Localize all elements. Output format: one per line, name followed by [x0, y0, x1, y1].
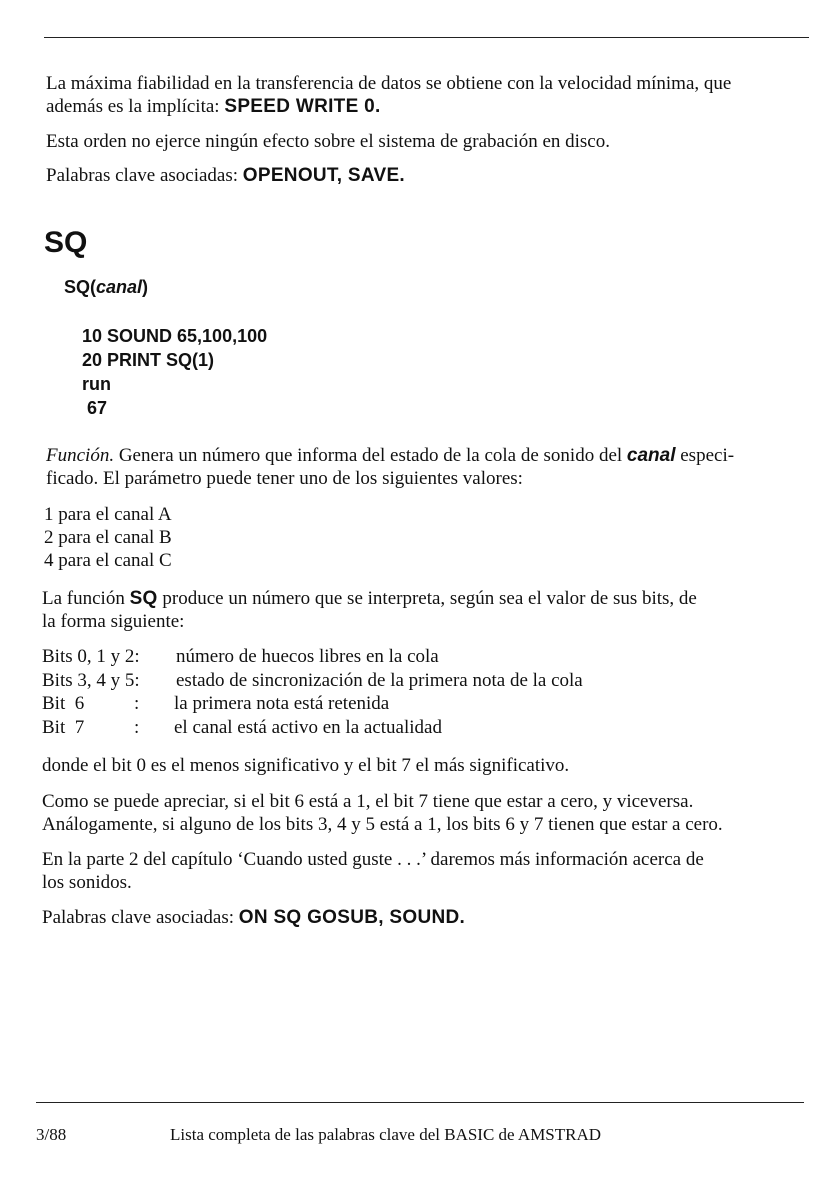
- code-line: 67: [82, 398, 108, 418]
- channel-list: [44, 503, 814, 572]
- section-heading: SQ: [44, 226, 88, 259]
- bottom-rule: [36, 1102, 804, 1103]
- function-arg: canal: [626, 445, 676, 466]
- bits-label: Bits 0, 1 y 2:: [42, 646, 140, 667]
- bits-sep: :: [134, 716, 140, 738]
- significance-note: [42, 754, 812, 777]
- related-label: Palabras clave asociadas:: [42, 907, 239, 928]
- bits-desc: estado de sincronización de la primera nota de la cola: [176, 669, 583, 691]
- intro-line-1: La máxima fiabilidad en la transferencia de datos se obtiene con la velocidad mínima, que: [46, 73, 732, 94]
- footer-title: Lista completa de las palabras clave del BASIC de AMSTRAD: [170, 1125, 602, 1144]
- disk-note: [46, 130, 816, 153]
- top-rule: [44, 37, 809, 38]
- syntax-line: [64, 277, 148, 298]
- syntax-close: ): [142, 277, 149, 297]
- related-keywords-2: [42, 906, 812, 929]
- code-line: run: [82, 374, 111, 394]
- bits-sep: :: [134, 693, 140, 714]
- consequence-line-2: Análogamente, si alguno de los bits 3, 4 y 5 está a 1, los bits 6 y 7 tienen que estar a cero.: [42, 814, 723, 835]
- table-row: [42, 645, 583, 669]
- table-row: [42, 716, 583, 740]
- bits-label: Bit 6: [42, 693, 85, 714]
- related-keywords: ON SQ GOSUB, SOUND.: [238, 907, 466, 928]
- table-row: [42, 669, 583, 693]
- function-text-b: especi-: [675, 445, 735, 466]
- interp-line-2: la forma siguiente:: [42, 611, 185, 632]
- intro-paragraph: [46, 72, 816, 118]
- list-item: 1 para el canal A: [44, 504, 172, 525]
- syntax-fn: SQ(: [64, 277, 97, 297]
- interp-part-1: La función: [42, 588, 130, 609]
- table-row: [42, 692, 583, 716]
- intro-line-2-text: además es la implícita:: [46, 96, 225, 117]
- consequence-paragraph: [42, 790, 812, 836]
- code-example: [82, 324, 267, 420]
- bits-desc: la primera nota está retenida: [174, 693, 390, 714]
- significance-text: donde el bit 0 es el menos significativo y el bit 7 el más significativo.: [42, 755, 570, 776]
- function-paragraph: [46, 444, 816, 490]
- related-label: Palabras clave asociadas:: [46, 165, 243, 186]
- more-info-line-2: los sonidos.: [42, 872, 132, 893]
- list-item: 2 para el canal B: [44, 527, 172, 548]
- interpretation-paragraph: [42, 587, 812, 633]
- interp-part-2: produce un número que se interpreta, según sea el valor de sus bits, de: [157, 588, 697, 609]
- syntax-arg: canal: [96, 277, 143, 297]
- more-info-line-1: En la parte 2 del capítulo ‘Cuando usted guste . . .’ daremos más información acerca de: [42, 849, 704, 870]
- bits-desc: número de huecos libres en la cola: [176, 646, 439, 667]
- more-info-paragraph: [42, 848, 812, 894]
- function-text-a: Genera un número que informa del estado de la cola de sonido del: [114, 445, 627, 466]
- function-label: Función.: [46, 445, 115, 466]
- related-keywords-1: [46, 164, 816, 187]
- bits-label: Bits 3, 4 y 5:: [42, 669, 140, 691]
- bits-desc: el canal está activo en la actualidad: [174, 716, 442, 738]
- bits-table: [42, 645, 583, 739]
- sq-keyword: SQ: [129, 588, 158, 609]
- code-line: 20 PRINT SQ(1): [82, 350, 215, 370]
- page-number: 3/88: [36, 1125, 67, 1144]
- speed-write-keyword: SPEED WRITE 0.: [224, 96, 381, 117]
- related-keywords: OPENOUT, SAVE.: [242, 165, 405, 186]
- disk-note-text: Esta orden no ejerce ningún efecto sobre el sistema de grabación en disco.: [46, 131, 610, 152]
- code-line: 10 SOUND 65,100,100: [82, 326, 268, 346]
- consequence-line-1: Como se puede apreciar, si el bit 6 está a 1, el bit 7 tiene que estar a cero, y viceversa.: [42, 791, 694, 812]
- list-item: 4 para el canal C: [44, 550, 172, 571]
- function-line-2: ficado. El parámetro puede tener uno de los siguientes valores:: [46, 468, 523, 489]
- bits-label: Bit 7: [42, 716, 85, 738]
